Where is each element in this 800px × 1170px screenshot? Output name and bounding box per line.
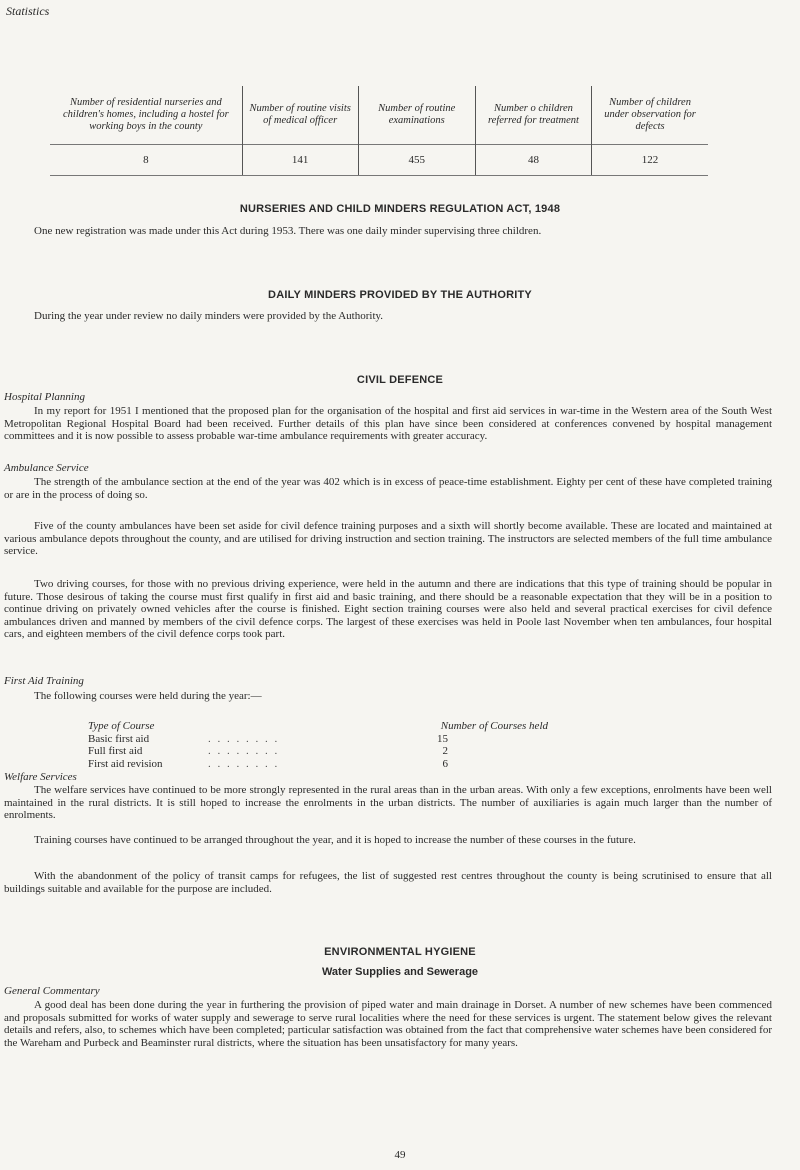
- page-number: 49: [394, 1149, 406, 1161]
- ambulance-text-3: Two driving courses, for those with no previous driving experience, were held in the autumn and there are indications that this type of training should be popular in future. Those desirous of taking the course must first qualify in first aid and basic training, and there should be a reasonable expectation that they will be in a position to continue driving on privately owned vehicles after the course is finished. Eight section training courses were also held and several practical exercises for civil defence ambulances driven and manned by members of the civil defence corps. The largest of these exercises was held in Poole last November when ten ambulances, four hospital cars, and eighteen members of the civil defence corps took part.: [4, 578, 772, 640]
- course-name: Full first aid: [88, 745, 143, 757]
- table-cell: 8: [50, 145, 242, 176]
- course-name: Basic first aid: [88, 732, 150, 745]
- daily-minders-title: DAILY MINDERS PROVIDED BY THE AUTHORITY: [268, 289, 532, 301]
- leader-dots: . . . . . . . .: [208, 757, 280, 770]
- running-head: Statistics: [6, 4, 50, 18]
- daily-minders-text: During the year under review no daily minders were provided by the Authority.: [34, 310, 384, 322]
- civil-defence-title: CIVIL DEFENCE: [356, 374, 444, 386]
- column-header: Number of routine visits of medical officer: [242, 86, 358, 145]
- column-header: Number of routine examinations: [358, 86, 475, 145]
- column-header: Number of children under observation for defects: [604, 97, 696, 132]
- hospital-planning-heading: Hospital Planning: [4, 391, 85, 403]
- list-item: [88, 733, 548, 746]
- leader-dots: . . . . . . . .: [208, 732, 280, 745]
- list-item: [88, 758, 548, 771]
- general-commentary-heading: General Commentary: [4, 985, 100, 997]
- hospital-planning-text: In my report for 1951 I mentioned that the proposed plan for the organisation of the hospital and first aid services in war-time in the Western area of the South West Metropolitan Regional Hospital Board had been received. Further details of this plan have since been considered at conferences convened by hospital management committees and it is now possible to assess probable war-time ambulance requirements with greater accuracy.: [4, 405, 772, 442]
- welfare-text-3: With the abandonment of the policy of transit camps for refugees, the list of suggested rest centres throughout the county is being scrutinised to ensure that all buildings suitable and available for the purpose are included.: [4, 870, 772, 895]
- column-header: Number of residential nurseries and children's homes, including a hostel for working boys in the county: [50, 86, 242, 145]
- ambulance-service-heading: Ambulance Service: [4, 462, 89, 474]
- environmental-title: ENVIRONMENTAL HYGIENE: [324, 946, 476, 958]
- column-header: Number o children referred for treatment: [475, 86, 591, 145]
- course-count: 2: [442, 745, 448, 757]
- list-item: [88, 745, 548, 758]
- welfare-text-1: The welfare services have continued to be more strongly represented in the rural areas than in the urban areas. With only a few exceptions, enrolments have been well maintained in the rural districts. It is still hoped to increase the enrolments in the urban districts. The number of auxiliaries is again much larger than the number of enrolments.: [4, 784, 772, 821]
- course-count-header: Number of Courses held: [440, 720, 548, 732]
- water-supplies-subtitle: Water Supplies and Sewerage: [321, 966, 479, 978]
- course-table-header: [88, 720, 548, 733]
- course-name: First aid revision: [88, 757, 163, 770]
- statistics-table: [50, 86, 708, 176]
- table-cell: 455: [358, 145, 475, 176]
- ambulance-text-2: Five of the county ambulances have been set aside for civil defence training purposes and a sixth will shortly become available. These are located and maintained at various ambulance depots throughout the county, and are utilised for driving instruction and section training. The instructors are selected members of the full time ambulance service.: [4, 520, 772, 557]
- course-count: 15: [437, 732, 448, 745]
- course-count: 6: [442, 757, 448, 770]
- first-aid-intro: The following courses were held during the year:—: [34, 690, 262, 702]
- nurseries-title: NURSERIES AND CHILD MINDERS REGULATION ACT, 1948: [239, 203, 561, 215]
- table-cell: 122: [592, 145, 708, 176]
- table-row: [50, 145, 708, 176]
- course-type-header: Type of Course: [88, 720, 155, 732]
- first-aid-heading: First Aid Training: [4, 675, 84, 687]
- table-cell: 48: [475, 145, 591, 176]
- welfare-text-2: Training courses have continued to be arranged throughout the year, and it is hoped to increase the number of these courses in the future.: [34, 834, 636, 846]
- table-header-row: [50, 86, 708, 145]
- leader-dots: . . . . . . . .: [208, 745, 280, 757]
- welfare-services-heading: Welfare Services: [4, 771, 77, 783]
- table-cell: 141: [242, 145, 358, 176]
- first-aid-courses: [88, 720, 548, 770]
- nurseries-text: One new registration was made under this Act during 1953. There was one daily minder supervising three children.: [34, 225, 542, 237]
- general-commentary-text: A good deal has been done during the year in furthering the provision of piped water and main drainage in Dorset. A number of new schemes have been commenced and proposals submitted for works of water supply and sewerage to serve rural localities where the need for these services is urgent. The statement below gives the relevant details and refers, also, to schemes which have been completed; particular satisfaction was obtained from the fact that comprehensive water schemes have been considered for the Wareham and Purbeck and Beaminster rural districts, where the situation has been unsatisfactory for many years.: [4, 999, 772, 1049]
- ambulance-text-1: The strength of the ambulance section at the end of the year was 402 which is in excess of peace-time establishment. Eighty per cent of these have completed training or are in the process of doing so.: [4, 476, 772, 501]
